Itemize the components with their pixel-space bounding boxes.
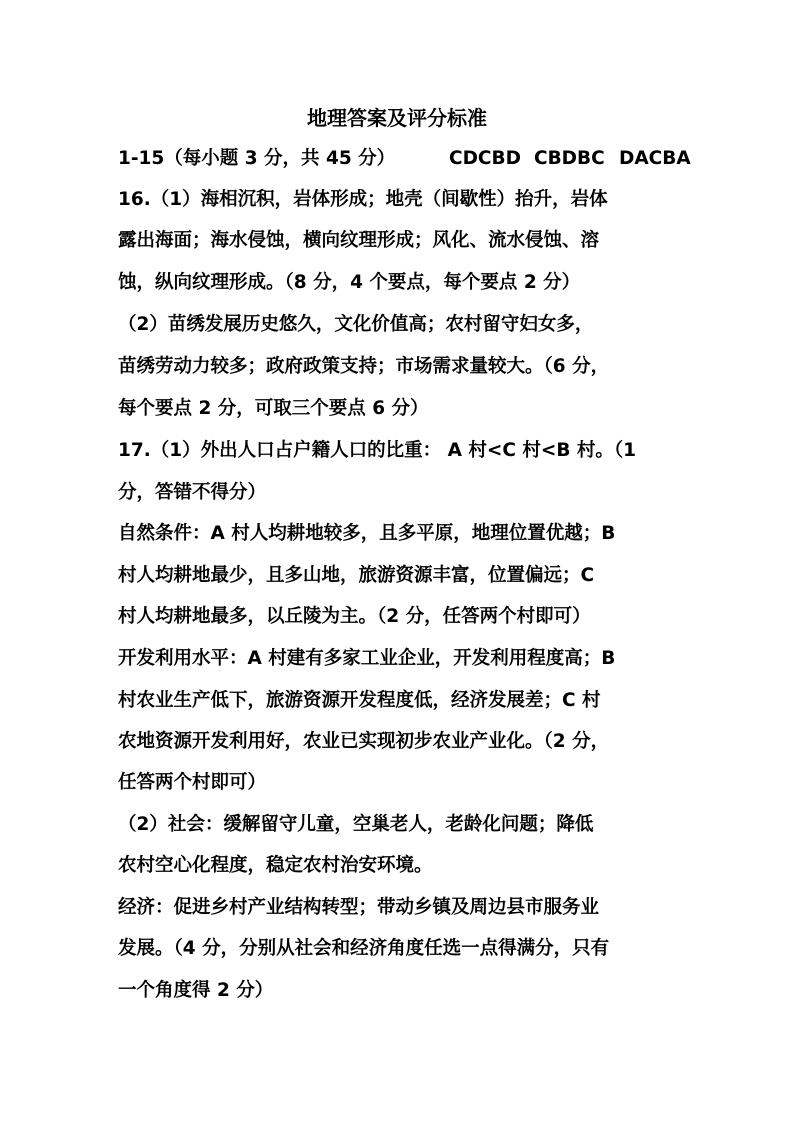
answer-line: 蚀，纵向纹理形成。（8 分，4 个要点，每个要点 2 分） [118,272,581,293]
answer-line: 村人均耕地最少，且多山地，旅游资源丰富，位置偏远；C [118,565,595,586]
answer-line: 任答两个村即可） [118,772,267,793]
mc-answer-group-2: CBDBC [534,148,605,169]
answer-line: （2）苗绣发展历史悠久，文化价值高；农村留守妇女多， [118,314,594,335]
answer-line: 农地资源开发利用好，农业已实现初步农业产业化。（2 分， [118,731,610,752]
answer-line: 苗绣劳动力较多；政府政策支持；市场需求量较大。（6 分， [118,356,610,377]
answer-line: 一个角度得 2 分） [118,980,274,1001]
mc-answer-group-3: DACBA [619,148,691,169]
page-title: 地理答案及评分标准 [307,106,487,130]
answer-line: （2）社会：缓解留守儿童，空巢老人，老龄化问题；降低 [118,814,594,835]
answer-line: 露出海面；海水侵蚀，横向纹理形成；风化、流水侵蚀、溶 [118,230,600,251]
answer-line: 17.（1）外出人口占户籍人口的比重： A 村<C 村<B 村。（1 [118,440,637,461]
answer-line: 村人均耕地最多，以丘陵为主。（2 分，任答两个村即可） [118,606,591,627]
answer-line: 农村空心化程度，稳定农村治安环境。 [118,855,433,876]
mc-answer-group-1: CDCBD [449,148,521,169]
answer-line: 分，答错不得分） [118,482,267,503]
answer-line: 村农业生产低下，旅游资源开发程度低，经济发展差；C 村 [118,690,601,711]
answer-line: 开发利用水平：A 村建有多家工业企业，开发利用程度高；B [118,648,616,669]
answer-line: 每个要点 2 分，可取三个要点 6 分） [118,398,429,419]
answer-line: 自然条件：A 村人均耕地较多，且多平原，地理位置优越；B [118,523,616,544]
answer-line: 经济：促进乡村产业结构转型；带动乡镇及周边县市服务业 [118,897,600,918]
mc-section-label: 1-15（每小题 3 分，共 45 分） [118,148,396,169]
answer-line: 发展。（4 分，分别从社会和经济角度任选一点得满分，只有 [118,938,610,959]
answer-line: 16.（1）海相沉积，岩体形成；地壳（间歇性）抬升，岩体 [118,189,608,210]
